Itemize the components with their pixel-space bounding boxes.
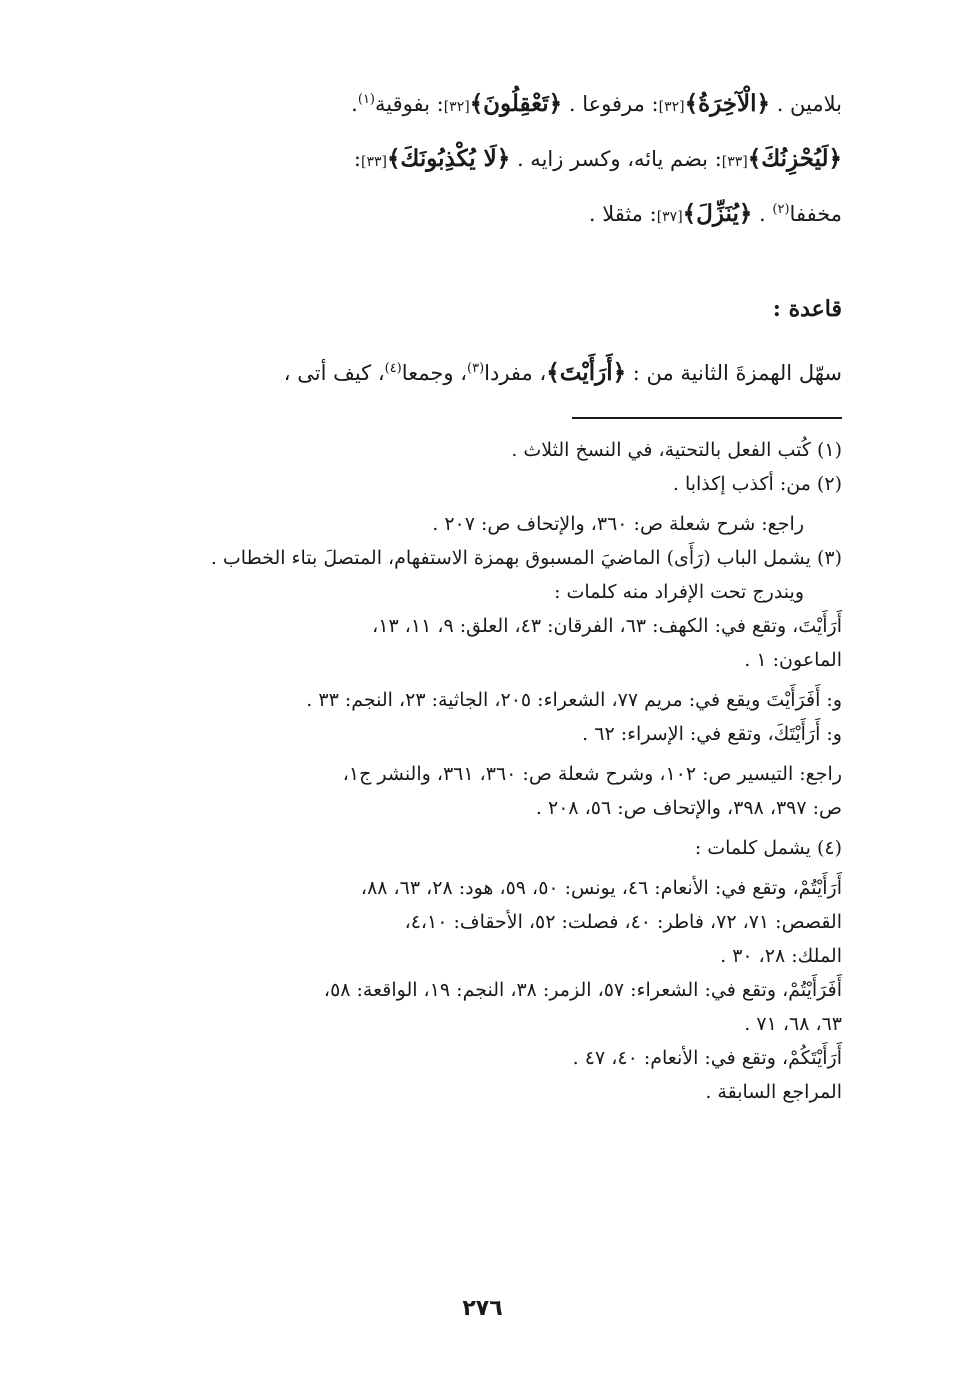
text-segment: : بضم يائه، وكسر زايه .: [510, 147, 722, 171]
rule-paragraph: [130, 347, 842, 399]
text-segment: ، كيف أتى ،: [283, 361, 385, 385]
text-segment: ، وجمعا: [401, 361, 467, 385]
footnote-3-line: ص: ٣٩٧، ٣٩٨، والإتحاف ص: ٥٦، ٢٠٨ .: [535, 797, 842, 819]
quran-word: ﴿تَعْقِلُونَ﴾: [469, 90, 563, 117]
footnote-4-line: المراجع السابقة .: [705, 1081, 842, 1103]
verse-ref: [٣٢]: [658, 99, 685, 115]
text-segment: بلامين .: [770, 92, 842, 116]
footnote-marker[interactable]: (١): [357, 92, 375, 107]
main-line-2: [130, 133, 842, 188]
footnote-3-line: ويندرج تحت الإفراد منه كلمات :: [554, 581, 804, 603]
main-text: [130, 78, 842, 243]
footnote-4-line: ٦٣، ٦٨، ٧١ .: [744, 1013, 842, 1035]
verse-ref: [٣٣]: [721, 154, 748, 170]
quran-word: ﴿الْآخِرَةُ﴾: [684, 90, 771, 117]
footnote-marker[interactable]: (٣): [467, 361, 485, 376]
text-segment: : مرفوعا .: [562, 92, 659, 116]
text-segment: .: [752, 202, 773, 226]
quran-word: ﴿يُنَزِّلَ﴾: [682, 200, 753, 227]
section-heading: قاعدة :: [772, 296, 842, 322]
footnote-4-line: القصص: ٧١، ٧٢، فاطر: ٤٠، فصلت: ٥٢، الأحقاف: ٤،١٠،: [404, 911, 842, 933]
footnote-3-line: و: أَرَأَيْتَكَ، وتقع في: الإسراء: ٦٢ .: [582, 723, 842, 745]
text-segment: :: [353, 147, 361, 171]
footnote-2: (٢) من: أكذب إكذابا .: [672, 473, 842, 495]
quran-word: ﴿أَرَأَيْتَ﴾: [546, 359, 627, 386]
footnote-4-line: الملك: ٢٨، ٣٠ .: [720, 945, 842, 967]
verse-ref: [٣٧]: [656, 209, 683, 225]
text-segment: : مثقلا .: [588, 202, 657, 226]
footnote-3-line: أَرَأَيْتَ، وتقع في: الكهف: ٦٣، الفرقان: ٤٣، العلق: ٩، ١١، ١٣،: [372, 615, 842, 637]
main-line-1: [130, 78, 842, 133]
text-segment: : بفوقية: [375, 92, 444, 116]
text-segment: مخففا: [789, 202, 842, 226]
text-segment: ، مفردا: [484, 361, 547, 385]
text-segment: سهّل الهمزةَ الثانية من :: [626, 361, 842, 385]
text-segment: .: [351, 92, 358, 116]
footnote-3-line: و: أَفَرَأَيْتَ ويقع في: مريم ٧٧، الشعراء: ٢٠٥، الجاثية: ٢٣، النجم: ٣٣ .: [306, 689, 842, 711]
quran-word: ﴿لَيُحْزِنُكَ﴾: [747, 145, 842, 172]
footnote-1: (١) كُتب الفعل بالتحتية، في النسخ الثلاث .: [511, 439, 842, 461]
verse-ref: [٣٣]: [360, 154, 387, 170]
footnote-separator: [572, 417, 842, 419]
footnote-4-line: أَرَأَيْتَكُمْ، وتقع في: الأنعام: ٤٠، ٤٧ .: [572, 1047, 842, 1069]
footnote-marker[interactable]: (٢): [772, 202, 790, 217]
footnote-4-line: أَرَأَيْتُمْ، وتقع في: الأنعام: ٤٦، يونس: ٥٠، ٥٩، هود: ٢٨، ٦٣، ٨٨،: [360, 877, 842, 899]
page-content: [130, 78, 842, 1109]
footnote-4: (٤) يشمل كلمات :: [694, 837, 842, 859]
footnote-3-line: الماعون: ١ .: [744, 649, 842, 671]
footnotes: [130, 433, 842, 1109]
footnote-3-line: راجع: التيسير ص: ١٠٢، وشرح شعلة ص: ٣٦٠، ٣٦١، والنشر ج١،: [342, 763, 842, 785]
page-number: ٢٧٦: [462, 1296, 503, 1321]
footnote-3: (٣) يشمل الباب (رَأَى) الماضيَ المسبوق بهمزة الاستفهام، المتصلَ بتاء الخطاب .: [210, 547, 842, 569]
main-line-3: [130, 188, 842, 243]
verse-ref: [٣٢]: [443, 99, 470, 115]
footnote-2-ref: راجع: شرح شعلة ص: ٣٦٠، والإتحاف ص: ٢٠٧ .: [432, 513, 804, 535]
quran-word: ﴿لَا يُكْذِبُونَكَ﴾: [386, 145, 511, 172]
footnote-4-line: أَفَرَأَيْتُمْ، وتقع في: الشعراء: ٥٧، الزمر: ٣٨، النجم: ١٩، الواقعة: ٥٨،: [323, 979, 842, 1001]
footnote-marker[interactable]: (٤): [384, 361, 402, 376]
